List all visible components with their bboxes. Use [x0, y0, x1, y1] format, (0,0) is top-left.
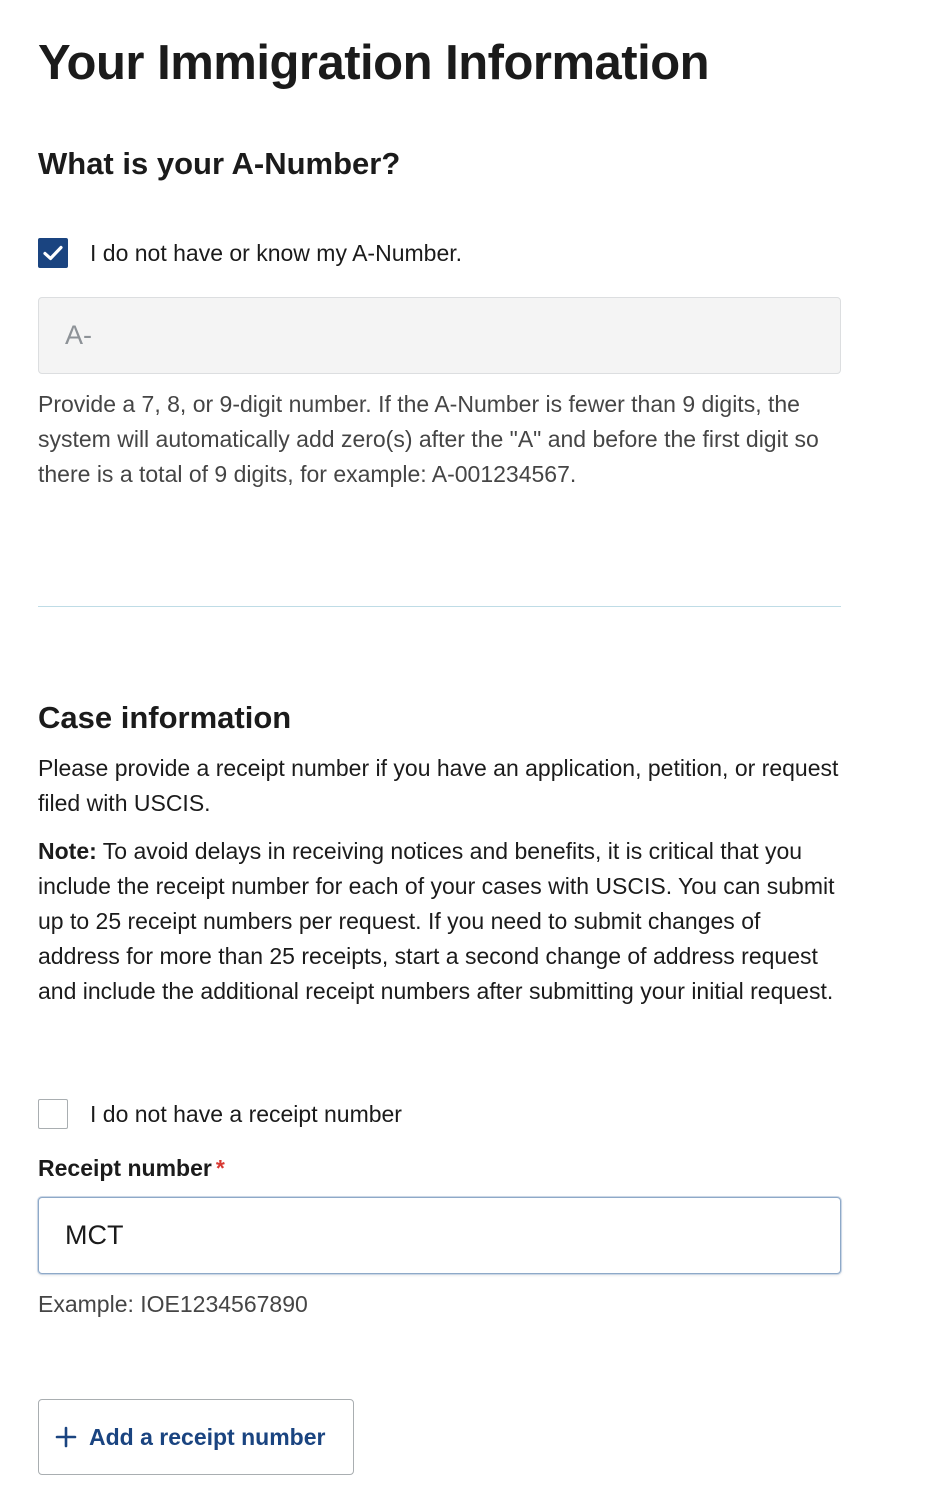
checkmark-icon — [43, 245, 63, 261]
no-a-number-checkbox-row[interactable] — [38, 236, 462, 270]
page-title: Your Immigration Information — [38, 36, 710, 90]
no-receipt-checkbox[interactable] — [38, 1099, 68, 1129]
no-receipt-checkbox-label: I do not have a receipt number — [90, 1100, 402, 1127]
section-divider — [38, 606, 841, 607]
a-number-hint: Provide a 7, 8, or 9-digit number. If the A-Number is fewer than 9 digits, the system will automatically add zero(s) after the "A" and before the first digit so there is a total of 9 digits, for example: A-001234567. — [38, 391, 819, 487]
case-information-note — [38, 834, 842, 1009]
a-number-input[interactable] — [38, 297, 841, 374]
receipt-number-example: Example: IOE1234567890 — [38, 1291, 308, 1317]
no-receipt-checkbox-row[interactable] — [38, 1097, 402, 1131]
case-information-intro: Please provide a receipt number if you have an application, petition, or request filed with USCIS. — [38, 755, 839, 816]
case-information-heading: Case information — [38, 700, 292, 735]
note-label: Note: — [38, 838, 97, 864]
receipt-number-label — [38, 1155, 225, 1182]
receipt-number-input[interactable] — [38, 1197, 841, 1274]
add-receipt-number-button[interactable] — [38, 1399, 354, 1475]
a-number-heading: What is your A-Number? — [38, 146, 401, 181]
required-asterisk: * — [215, 1155, 225, 1181]
note-text: To avoid delays in receiving notices and benefits, it is critical that you include the receipt number for each of your cases with USCIS. You can submit up to 25 receipt numbers per request. If you need to submit changes of address for more than 25 receipts, start a second change of address request and include the additional receipt numbers after submitting your initial request. — [38, 838, 835, 1004]
plus-icon — [55, 1426, 77, 1448]
add-receipt-number-label: Add a receipt number — [89, 1423, 326, 1450]
no-a-number-checkbox-label: I do not have or know my A-Number. — [90, 239, 463, 266]
receipt-number-label-text: Receipt number — [38, 1155, 212, 1181]
no-a-number-checkbox[interactable] — [38, 238, 68, 268]
